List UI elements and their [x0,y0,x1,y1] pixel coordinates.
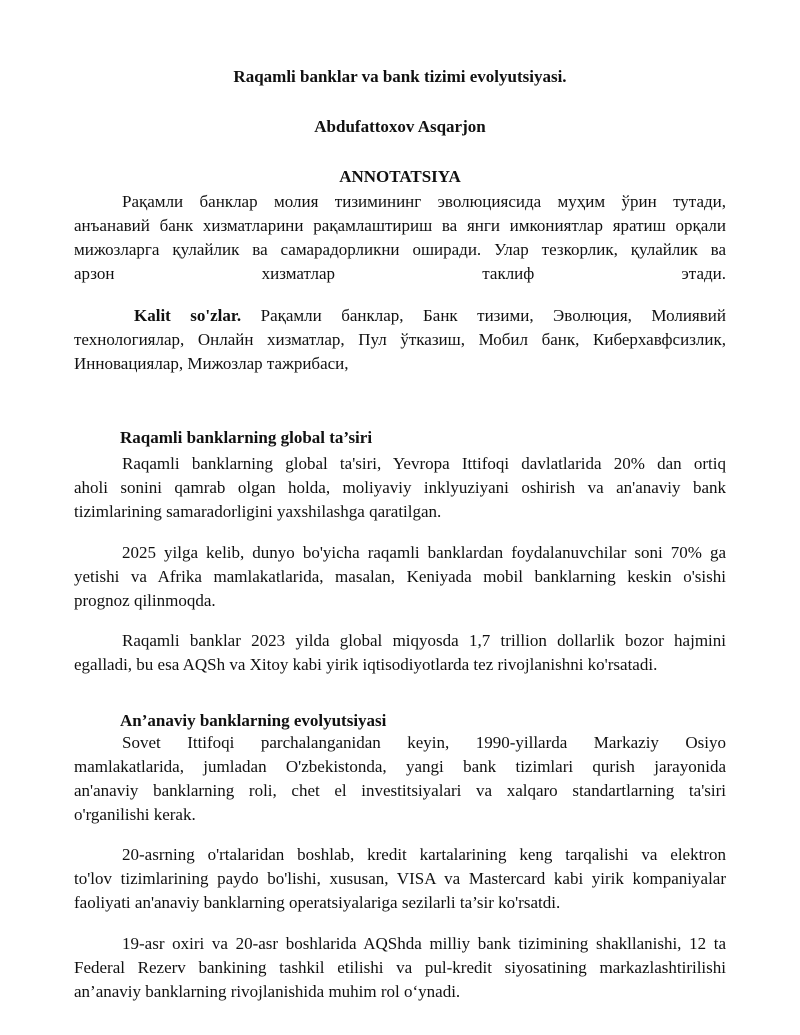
paragraph-line: yetishi va Afrika mamlakatlarida, masalan, Keniyada mobil banklarning keskin o'sishi [74,567,726,586]
section-heading-global-impact: Raqamli banklarning global ta’siri [120,428,373,447]
paragraph-line: an’anaviy banklarning rivojlanishida muhim rol o‘ynadi. [74,982,461,1001]
annotation-heading: ANNOTATSIYA [339,167,461,186]
paragraph-line: tizimlarining samaradorligini yaxshilashga qaratilgan. [74,502,442,521]
paragraph-line: Federal Rezerv bankining tashkil etilishi va pul-kredit siyosatining markazlashtirilishi [74,958,726,977]
paragraph-line: Sovet Ittifoqi parchalanganidan keyin, 1990-yillarda Markaziy Osiyo [122,733,726,752]
section1-paragraph-3 [74,629,726,677]
paragraph-line: Raqamli banklar 2023 yilda global miqyosda 1,7 trillion dollarlik bozor hajmini [122,631,726,650]
keywords-line: технологиялар, Онлайн хизматлар, Пул ўтказиш, Мобил банк, Киберхавфсизлик, [74,330,726,349]
paragraph-line: aholi sonini qamrab olgan holda, moliyaviy inklyuziyani oshirish va an'anaviy bank [74,478,726,497]
paper-title: Raqamli banklar va bank tizimi evolyutsiyasi. [233,67,567,86]
paragraph-line: to'lov tizimlarining paydo bo'lishi, xususan, VISA va Mastercard kabi yirik kompaniyalar [74,869,726,888]
annotation-line: Рақамли банклар молия тизимининг эволюциясида муҳим ўрин тутади, [122,192,726,211]
section2-paragraph-3 [74,932,726,1004]
paragraph-line: 20-asrning o'rtalaridan boshlab, kredit kartalarining keng tarqalishi va elektron [122,845,726,864]
section2-paragraph-1 [74,731,726,827]
paragraph-line: mamlakatlarida, jumladan O'zbekistonda, yangi bank tizimlari qurish jarayonida [74,757,726,776]
paragraph-line: prognoz qilinmoqda. [74,591,216,610]
section-heading-traditional-evolution: An’anaviy banklarning evolyutsiyasi [120,711,387,730]
section2-paragraph-2 [74,843,726,915]
paragraph-line: o'rganilishi kerak. [74,805,196,824]
keywords-label: Kalit so'zlar. [134,306,242,325]
paragraph-line: egalladi, bu esa AQSh va Xitoy kabi yirik iqtisodiyotlarda tez rivojlanishni ko'rsatadi. [74,655,658,674]
paragraph-line: Raqamli banklarning global ta'siri, Yevropa Ittifoqi davlatlarida 20% dan ortiq [122,454,726,473]
keywords-paragraph [74,304,726,376]
paragraph-line: 2025 yilga kelib, dunyo bo'yicha raqamli banklardan foydalanuvchilar soni 70% ga [122,543,726,562]
keywords-line: Инновациялар, Мижозлар тажрибаси, [74,354,349,373]
author-name: Abdufattoxov Asqarjon [314,117,486,136]
annotation-line: анъанавий банк хизматларини рақамлаштириш ва янги имкониятлар яратиш орқали [74,216,726,235]
keywords-line: Рақамли банклар, Банк тизими, Эволюция, Молиявий [260,306,726,325]
paragraph-line: faoliyati an'anaviy banklarning operatsiyalariga sezilarli ta’sir ko'rsatdi. [74,893,561,912]
annotation-paragraph [74,190,726,286]
paragraph-line: 19-asr oxiri va 20-asr boshlarida AQShda milliy bank tizimining shakllanishi, 12 ta [122,934,726,953]
annotation-line: мижозларга қулайлик ва самарадорликни оширади. Улар тезкорлик, қулайлик ва [74,240,726,259]
section1-paragraph-1 [74,452,726,524]
paragraph-line: an'anaviy banklarning roli, chet el investitsiyalari va xalqaro standartlarning ta'siri [74,781,726,800]
annotation-line: арзон хизматлар таклиф этади. [74,264,726,283]
section1-paragraph-2 [74,541,726,613]
keywords-first-line [74,304,726,328]
